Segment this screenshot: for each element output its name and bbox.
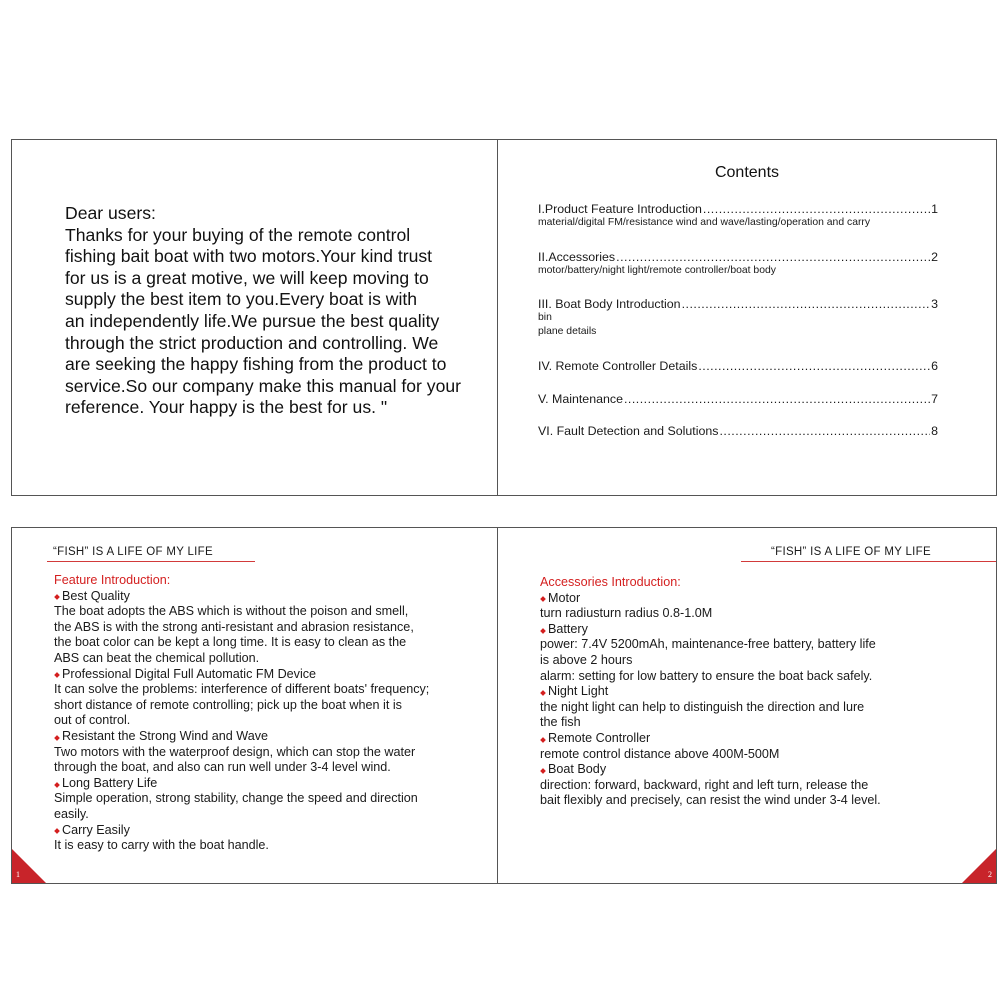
feature-item-head	[54, 589, 429, 605]
toc-entry-4	[538, 359, 938, 373]
diamond-bullet-icon	[540, 690, 546, 696]
item-line: is above 2 hours	[540, 652, 633, 667]
toc-label: V. Maintenance	[538, 392, 623, 406]
diamond-bullet-icon	[54, 673, 60, 679]
letter-page	[12, 140, 497, 495]
item-line: the night light can help to distinguish the direction and lure	[540, 699, 865, 714]
item-line: Simple operation, strong stability, change the speed and direction	[54, 791, 418, 806]
diamond-bullet-icon	[54, 735, 60, 741]
diamond-bullet-icon	[540, 628, 546, 634]
item-title: Night Light	[548, 684, 609, 699]
toc-label: I.Product Feature Introduction	[538, 202, 702, 216]
item-title: Carry Easily	[62, 822, 130, 837]
letter-greeting: Dear users:	[65, 203, 156, 223]
letter-line: Thanks for your buying of the remote control	[65, 224, 411, 245]
letter-line: are seeking the happy fishing from the product to	[65, 354, 447, 375]
toc-page: 1	[931, 202, 938, 216]
accessories-section	[540, 575, 881, 809]
toc-leader	[616, 250, 930, 264]
item-line: out of control.	[54, 713, 131, 728]
item-line: The boat adopts the ABS which is without the poison and smell,	[54, 604, 409, 619]
item-title: Motor	[548, 590, 581, 605]
item-line: the fish	[540, 715, 581, 730]
item-line: the ABS is with the strong anti-resistant and abrasion resistance,	[54, 619, 414, 634]
toc-page: 8	[931, 424, 938, 438]
feature-page	[12, 528, 497, 883]
bottom-spread	[11, 527, 997, 884]
item-line: direction: forward, backward, right and left turn, release the	[540, 777, 869, 792]
item-title: Professional Digital Full Automatic FM Device	[62, 666, 317, 681]
toc-page: 2	[931, 250, 938, 264]
feature-item-head	[54, 667, 429, 683]
feature-item-head	[54, 776, 429, 792]
section-title: Accessories Introduction:	[540, 575, 681, 589]
section-title: Feature Introduction:	[54, 573, 171, 587]
feature-section	[54, 573, 429, 854]
page-header: “FISH” IS A LIFE OF MY LIFE	[771, 546, 931, 558]
letter-line: service.So our company make this manual for your	[65, 375, 462, 396]
toc-entry-2	[538, 250, 938, 278]
item-line: It can solve the problems: interference of different boats' frequency;	[54, 682, 430, 697]
item-line: Two motors with the waterproof design, which can stop the water	[54, 744, 416, 759]
diamond-bullet-icon	[540, 597, 546, 603]
toc-entry-5	[538, 392, 938, 406]
toc-leader	[698, 359, 930, 373]
toc-entry-6	[538, 424, 938, 438]
toc-leader	[719, 424, 930, 438]
page-header: “FISH” IS A LIFE OF MY LIFE	[53, 546, 213, 558]
item-title: Best Quality	[62, 588, 130, 603]
accessory-item-head	[540, 684, 881, 700]
feature-item-head	[54, 729, 429, 745]
toc-subtext: plane details	[538, 326, 597, 337]
diamond-bullet-icon	[54, 828, 60, 834]
item-title: Resistant the Strong Wind and Wave	[62, 728, 269, 743]
toc-leader	[624, 392, 930, 406]
toc-subtext: bin	[538, 312, 552, 323]
letter-line: for us is a great motive, we will keep moving to	[65, 267, 429, 288]
item-line: alarm: setting for low battery to ensure the boat back safely.	[540, 668, 873, 683]
diamond-bullet-icon	[54, 595, 60, 601]
contents-page	[498, 140, 996, 495]
letter-line: supply the best item to you.Every boat is with	[65, 289, 418, 310]
accessory-item-head	[540, 762, 881, 778]
item-line: It is easy to carry with the boat handle.	[54, 838, 269, 853]
toc-leader	[703, 202, 930, 216]
toc-label: VI. Fault Detection and Solutions	[538, 424, 719, 438]
item-title: Boat Body	[548, 762, 607, 777]
letter-body	[65, 203, 485, 419]
toc-leader	[682, 297, 931, 311]
accessory-item-head	[540, 731, 881, 747]
toc-label: III. Boat Body Introduction	[538, 297, 681, 311]
header-rule	[47, 561, 255, 562]
toc-entry-3	[538, 297, 938, 339]
letter-line: reference. Your happy is the best for us. "	[65, 397, 388, 418]
letter-line: fishing bait boat with two motors.Your kind trust	[65, 246, 433, 267]
toc-subtext: motor/battery/night light/remote controller/boat body	[538, 265, 776, 276]
page-number: 2	[988, 870, 992, 879]
toc-label: IV. Remote Controller Details	[538, 359, 698, 373]
diamond-bullet-icon	[540, 768, 546, 774]
item-title: Long Battery Life	[62, 775, 158, 790]
item-title: Battery	[548, 621, 588, 636]
item-line: short distance of remote controlling; pick up the boat when it is	[54, 697, 402, 712]
page-number: 1	[16, 870, 20, 879]
feature-item-head	[54, 823, 429, 839]
diamond-bullet-icon	[54, 782, 60, 788]
diamond-bullet-icon	[540, 737, 546, 743]
toc-page: 3	[931, 297, 938, 311]
accessories-page	[498, 528, 996, 883]
toc-page: 6	[931, 359, 938, 373]
toc-subtext: material/digital FM/resistance wind and wave/lasting/operation and carry	[538, 217, 871, 228]
item-line: power: 7.4V 5200mAh, maintenance-free battery, battery life	[540, 637, 876, 652]
toc-label: II.Accessories	[538, 250, 616, 264]
item-line: remote control distance above 400M-500M	[540, 746, 780, 761]
item-line: turn radiusturn radius 0.8-1.0M	[540, 606, 713, 621]
contents-title: Contents	[714, 164, 780, 181]
letter-line: through the strict production and controlling. We	[65, 332, 439, 353]
item-line: through the boat, and also can run well under 3-4 level wind.	[54, 760, 391, 775]
item-line: easily.	[54, 806, 89, 821]
letter-line: an independently life.We pursue the best quality	[65, 310, 440, 331]
accessory-item-head	[540, 622, 881, 638]
item-line: bait flexibly and precisely, can resist the wind under 3-4 level.	[540, 793, 881, 808]
item-line: the boat color can be kept a long time. It is easy to clean as the	[54, 635, 407, 650]
header-rule	[741, 561, 996, 562]
toc-entry-1	[538, 202, 938, 230]
accessory-item-head	[540, 591, 881, 607]
item-title: Remote Controller	[548, 730, 651, 745]
toc-page: 7	[931, 392, 938, 406]
top-spread	[11, 139, 997, 496]
item-line: ABS can beat the chemical pollution.	[54, 650, 260, 665]
